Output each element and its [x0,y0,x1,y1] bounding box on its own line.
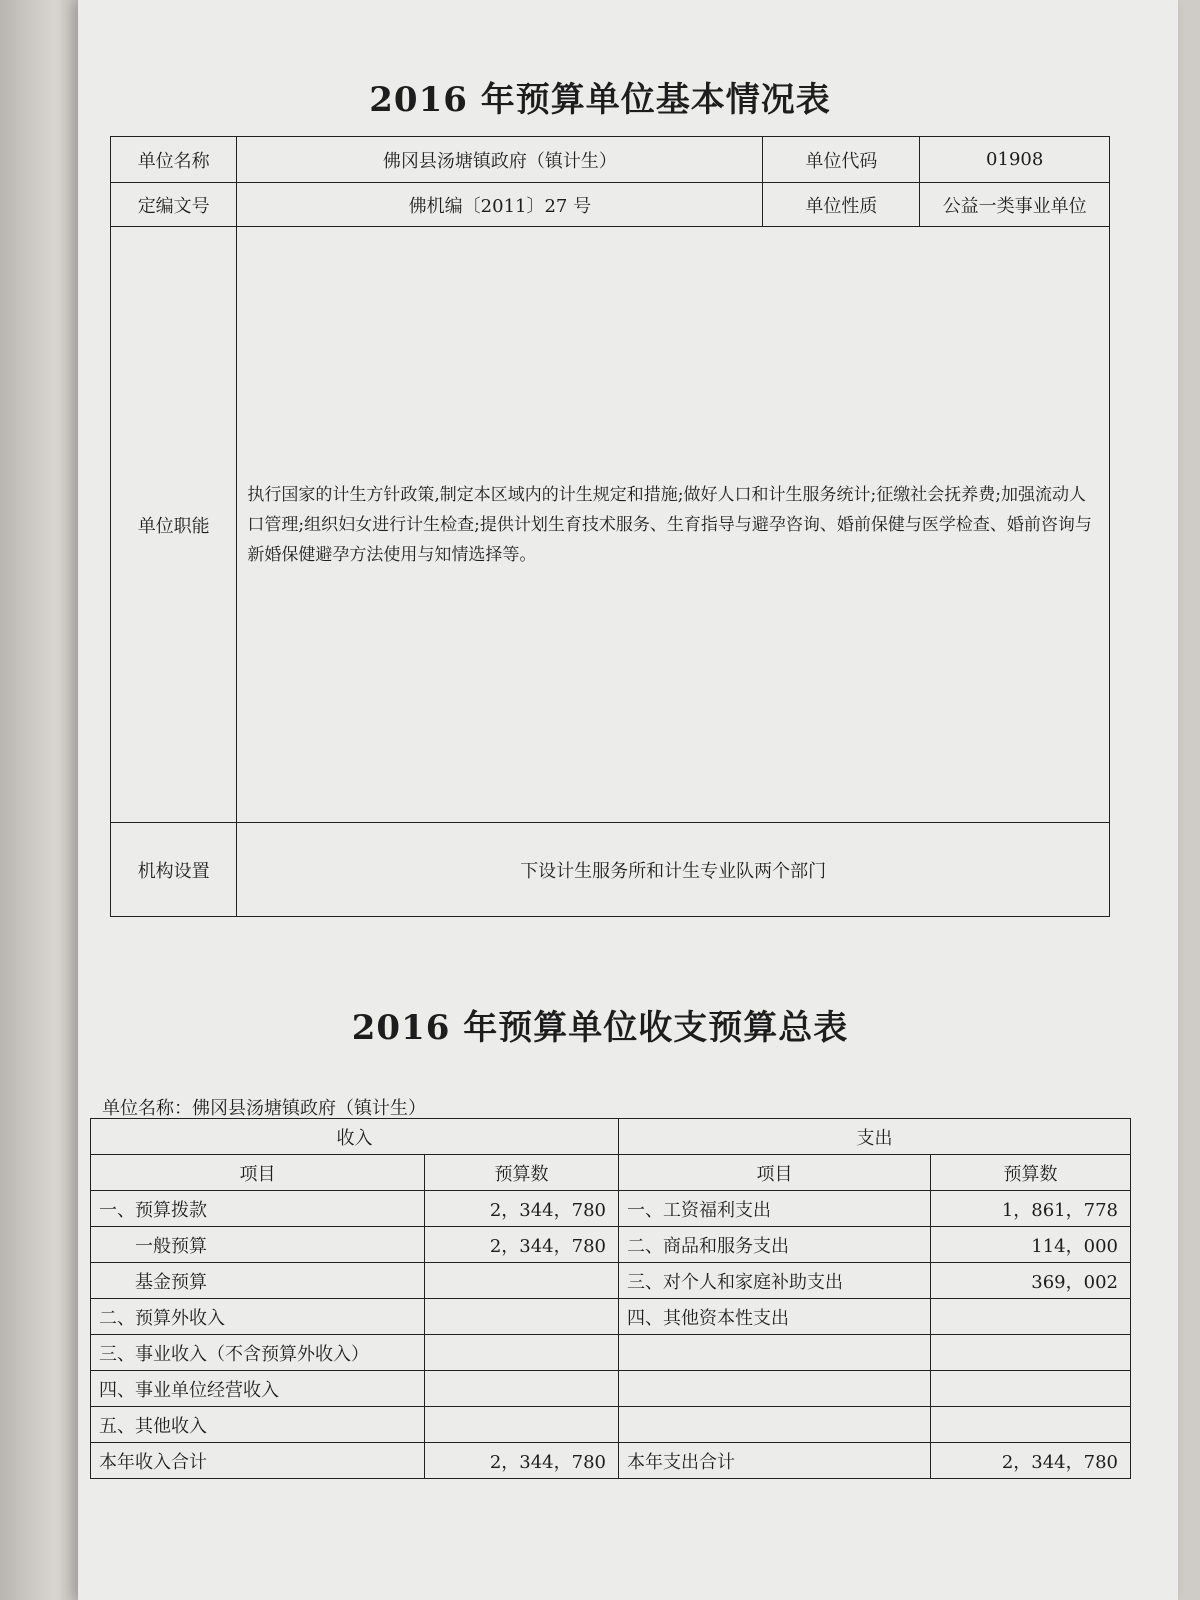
income-amount: 2，344，780 [425,1191,619,1227]
table-row-total [91,1443,1131,1479]
doc-no-label: 定编文号 [111,183,237,227]
basic-info-title: 2016 年预算单位基本情况表 [369,80,831,120]
income-amount [425,1407,619,1443]
income-item: 一、预算拨款 [91,1191,425,1227]
income-amount [425,1371,619,1407]
expense-amount [931,1335,1131,1371]
income-amount [425,1263,619,1299]
income-amount [425,1335,619,1371]
expense-amount: 114，000 [931,1227,1131,1263]
table-row [91,1407,1131,1443]
income-item-header: 项目 [91,1155,425,1191]
income-item: 一般预算 [91,1227,425,1263]
table-row [91,1191,1131,1227]
basic-info-table [110,136,1110,917]
book-spine [0,0,78,1600]
income-amount [425,1299,619,1335]
doc-no-value: 佛机编〔2011〕27 号 [237,183,763,227]
income-item: 基金预算 [91,1263,425,1299]
expense-amount: 1，861，778 [931,1191,1131,1227]
expense-item: 二、商品和服务支出 [619,1227,931,1263]
function-label: 单位职能 [111,227,237,823]
expense-amount: 369，002 [931,1263,1131,1299]
unit-code-value: 01908 [920,137,1110,183]
org-text: 下设计生服务所和计生专业队两个部门 [237,823,1110,917]
unit-code-label: 单位代码 [763,137,920,183]
expense-item: 四、其他资本性支出 [619,1299,931,1335]
table-row [91,1335,1131,1371]
unit-nature-label: 单位性质 [763,183,920,227]
expense-amount-header: 预算数 [931,1155,1131,1191]
income-item: 二、预算外收入 [91,1299,425,1335]
expense-item [619,1407,931,1443]
income-header: 收入 [91,1119,619,1155]
expense-amount [931,1299,1131,1335]
income-item: 五、其他收入 [91,1407,425,1443]
unit-name-label: 单位名称 [111,137,237,183]
expense-header: 支出 [619,1119,1131,1155]
expense-total-label: 本年支出合计 [619,1443,931,1479]
income-item: 三、事业收入（不含预算外收入） [91,1335,425,1371]
table-row [91,1263,1131,1299]
unit-name-value: 佛冈县汤塘镇政府（镇计生） [237,137,763,183]
table-row [91,1299,1131,1335]
income-amount: 2，344，780 [425,1227,619,1263]
budget-unit-line: 单位名称：佛冈县汤塘镇政府（镇计生） [102,1098,426,1119]
budget-summary-table [90,1118,1131,1479]
income-total-label: 本年收入合计 [91,1443,425,1479]
unit-nature-value: 公益一类事业单位 [920,183,1110,227]
expense-amount [931,1371,1131,1407]
expense-item [619,1371,931,1407]
expense-item: 一、工资福利支出 [619,1191,931,1227]
org-label: 机构设置 [111,823,237,917]
expense-amount [931,1407,1131,1443]
income-total-amount: 2，344，780 [425,1443,619,1479]
table-row [91,1371,1131,1407]
expense-total-amount: 2，344，780 [931,1443,1131,1479]
expense-item [619,1335,931,1371]
budget-summary-title: 2016 年预算单位收支预算总表 [351,1008,849,1048]
function-text: 执行国家的计生方针政策,制定本区域内的计生规定和措施;做好人口和计生服务统计;征缴社会抚养费;加强流动人口管理;组织妇女进行计生检查;提供计划生育技术服务、生育指导与避孕咨询、婚前保健与医学检查、婚前咨询与新婚保健避孕方法使用与知情选择等。 [237,227,1110,823]
table-row [91,1227,1131,1263]
income-amount-header: 预算数 [425,1155,619,1191]
expense-item-header: 项目 [619,1155,931,1191]
income-item: 四、事业单位经营收入 [91,1371,425,1407]
expense-item: 三、对个人和家庭补助支出 [619,1263,931,1299]
